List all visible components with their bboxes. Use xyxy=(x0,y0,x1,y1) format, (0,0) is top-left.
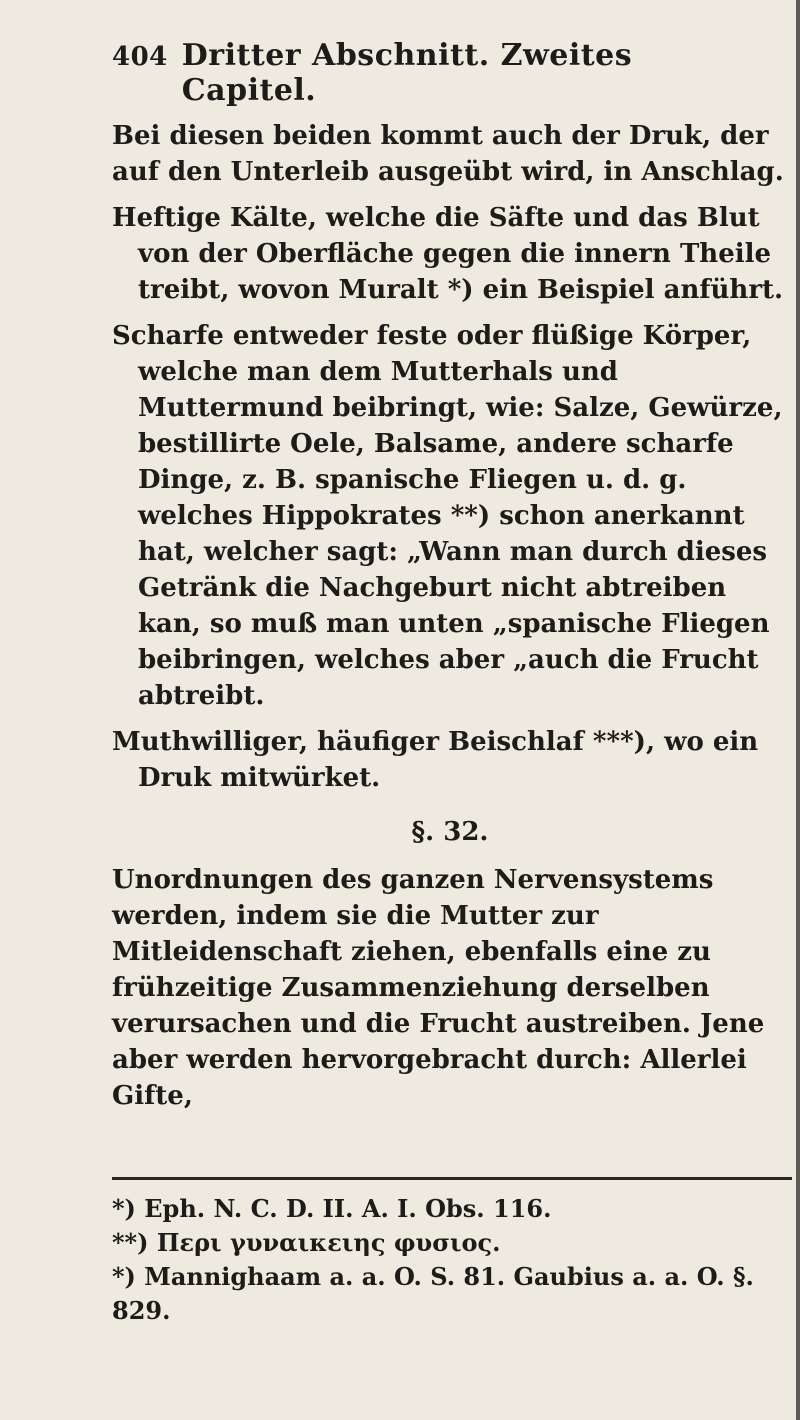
paragraph: Muthwilliger, häufiger Beischlaf ***), wo ein Druk mitwürket. xyxy=(112,727,759,793)
footnote: **) Περι γυναικειης φυσιος. xyxy=(112,1228,501,1257)
paragraph: Unordnungen des ganzen Nervensystems werden, indem sie die Mutter zur Mitleidenschaft ziehen, ebenfalls eine zu frühzeitige Zusammenziehung derselben verursachen und die Frucht austreiben. Jene aber werden hervorgebracht durch: Allerlei Gifte, xyxy=(112,865,765,1111)
paragraph: Heftige Kälte, welche die Säfte und das Blut von der Oberfläche gegen die innern Theile treibt, wovon Muralt *) ein Beispiel anführt. xyxy=(112,203,784,305)
paragraph: Bei diesen beiden kommt auch der Druk, der auf den Unterleib ausgeübt wird, in Anschlag. xyxy=(112,121,784,187)
page-number: 404 xyxy=(112,42,168,72)
body-text xyxy=(112,118,788,1124)
footnote: *) Eph. N. C. D. II. A. I. Obs. 116. xyxy=(112,1194,552,1223)
page-edge xyxy=(796,0,800,1420)
running-header xyxy=(112,38,772,108)
running-title: Dritter Abschnitt. Zweites Capitel. xyxy=(181,38,633,108)
footnotes xyxy=(112,1192,792,1328)
paragraph: Scharfe entweder feste oder flüßige Körper, welche man dem Mutterhals und Muttermund beibringt, wie: Salze, Gewürze, bestillirte Oele, Balsame, andere scharfe Dinge, z. B. spanische Fliegen u. d. g. welches Hippokrates **) schon anerkannt hat, welcher sagt: „Wann man durch dieses Getränk die Nachgeburt nicht abtreiben kan, so muß man unten „spanische Fliegen beibringen, welches aber „auch die Frucht abtreibt. xyxy=(112,321,783,711)
section-heading: §. 32. xyxy=(411,817,489,847)
footnote-divider xyxy=(112,1177,792,1180)
footnote: *) Mannighaam a. a. O. S. 81. Gaubius a. a. O. §. 829. xyxy=(112,1262,754,1325)
